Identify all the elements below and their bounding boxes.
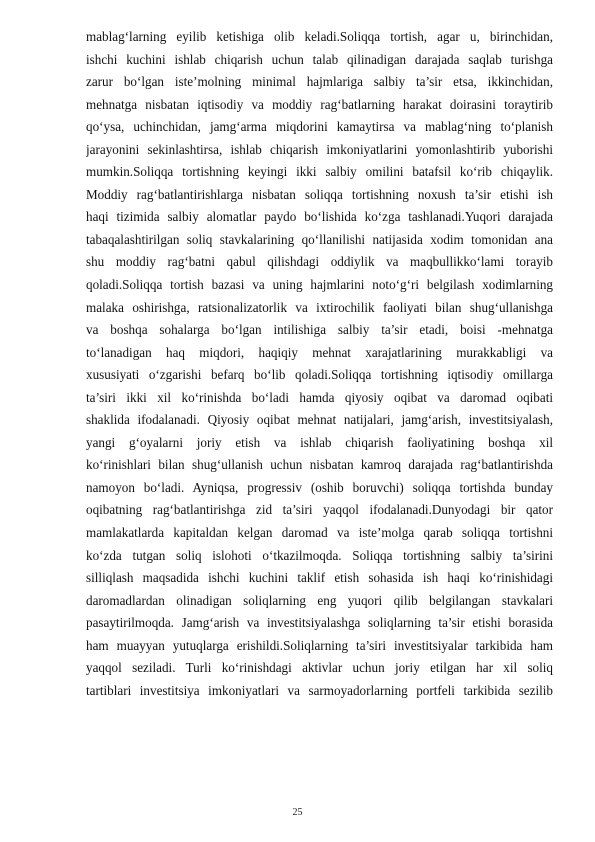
text-line: mumkin.Soliqqa tortishning keyingi ikki salbiy omilini batafsil ko‘rib chiqaylik. [86, 164, 553, 180]
text-line: to‘lanadigan haq miqdori, haqiqiy mehnat xarajatlarining murakkabligi va [86, 344, 553, 360]
text-line: ko‘zda tutgan soliq islohoti o‘tkazilmoqda. Soliqqa tortishning salbiy ta’sirini [86, 547, 553, 563]
text-line: qoladi.Soliqqa tortish bazasi va uning hajmlarini noto‘g‘ri belgilash xodimlarning [86, 277, 553, 293]
body-text [86, 26, 553, 702]
text-line: ta’siri ikki xil ko‘rinishda bo‘ladi hamda qiyosiy oqibat va daromad oqibati [86, 389, 553, 405]
text-line: mablag‘larning eyilib ketishiga olib keladi.Soliqqa tortish, agar u, birinchidan, [86, 29, 553, 44]
text-line: shaklida ifodalanadi. Qiyosiy oqibat mehnat natijalari, jamg‘arish, investitsiyalash, [86, 412, 553, 428]
text-line: zarur bo‘lgan iste’molning minimal hajmlariga salbiy ta’sir etsa, ikkinchidan, [86, 74, 553, 90]
text-line: ham muayyan yutuqlarga erishildi.Soliqlarning ta’siri investitsiyalar tarkibida ham [86, 637, 553, 653]
text-line: namoyon bo‘ladi. Ayniqsa, progressiv (oshib boruvchi) soliqqa tortishda bunday [86, 479, 553, 495]
text-line: mehnatga nisbatan iqtisodiy va moddiy rag‘batlarning harakat doirasini toraytirib [86, 96, 553, 112]
text-line: ko‘rinishlari bilan shug‘ullanish uchun nisbatan kamroq darajada rag‘batlantirishda [86, 457, 553, 473]
text-line: pasaytirilmoqda. Jamg‘arish va investitsiyalashga soliqlarning ta’sir etishi borasida [86, 615, 553, 631]
text-line: va boshqa sohalarga bo‘lgan intilishiga salbiy ta’sir etadi, boisi -mehnatga [86, 322, 553, 338]
text-line: qo‘ysa, uchinchidan, jamg‘arma miqdorini kamaytirsa va mablag‘ning to‘planish [86, 119, 553, 135]
text-line: jarayonini sekinlashtirsa, ishlab chiqarish imkoniyatlarini yomonlashtirib yuborishi [86, 141, 553, 157]
text-line: haqi tizimida salbiy alomatlar paydo bo‘lishida ko‘zga tashlanadi.Yuqori darajada [86, 209, 553, 225]
page-number: 25 [292, 807, 303, 818]
text-line: Moddiy rag‘batlantirishlarga nisbatan soliqqa tortishning noxush ta’sir etishi ish [86, 186, 553, 202]
text-line: tabaqalashtirilgan soliq stavkalarining qo‘llanilishi natijasida xodim tomonidan ana [86, 231, 553, 247]
text-line: tartiblari investitsiya imkoniyatlari va sarmoyadorlarning portfeli tarkibida sezilib [86, 682, 553, 698]
text-line: xususiyati o‘zgarishi befarq bo‘lib qoladi.Soliqqa tortishning iqtisodiy omillarga [86, 367, 553, 383]
text-line: silliqlash maqsadida ishchi kuchini taklif etish sohasida ish haqi ko‘rinishidagi [86, 570, 553, 586]
text-line: yangi g‘oyalarni joriy etish va ishlab chiqarish faoliyatining boshqa xil [86, 434, 553, 450]
text-line: mamlakatlarda kapitaldan kelgan daromad va iste’molga qarab soliqqa tortishni [86, 525, 553, 541]
text-line: malaka oshirishga, ratsionalizatorlik va ixtirochilik faoliyati bilan shug‘ullanishga [86, 299, 553, 315]
text-line: shu moddiy rag‘batni qabul qilishdagi oddiylik va maqbullikko‘lami torayib [86, 254, 553, 270]
text-line: daromadlardan olinadigan soliqlarning eng yuqori qilib belgilangan stavkalari [86, 592, 553, 608]
text-line: oqibatning rag‘batlantirishga zid ta’siri yaqqol ifodalanadi.Dunyodagi bir qator [86, 502, 553, 518]
text-line: yaqqol seziladi. Turli ko‘rinishdagi aktivlar uchun joriy etilgan har xil soliq [86, 660, 553, 676]
text-line: ishchi kuchini ishlab chiqarish uchun talab qilinadigan darajada saqlab turishga [86, 51, 553, 67]
